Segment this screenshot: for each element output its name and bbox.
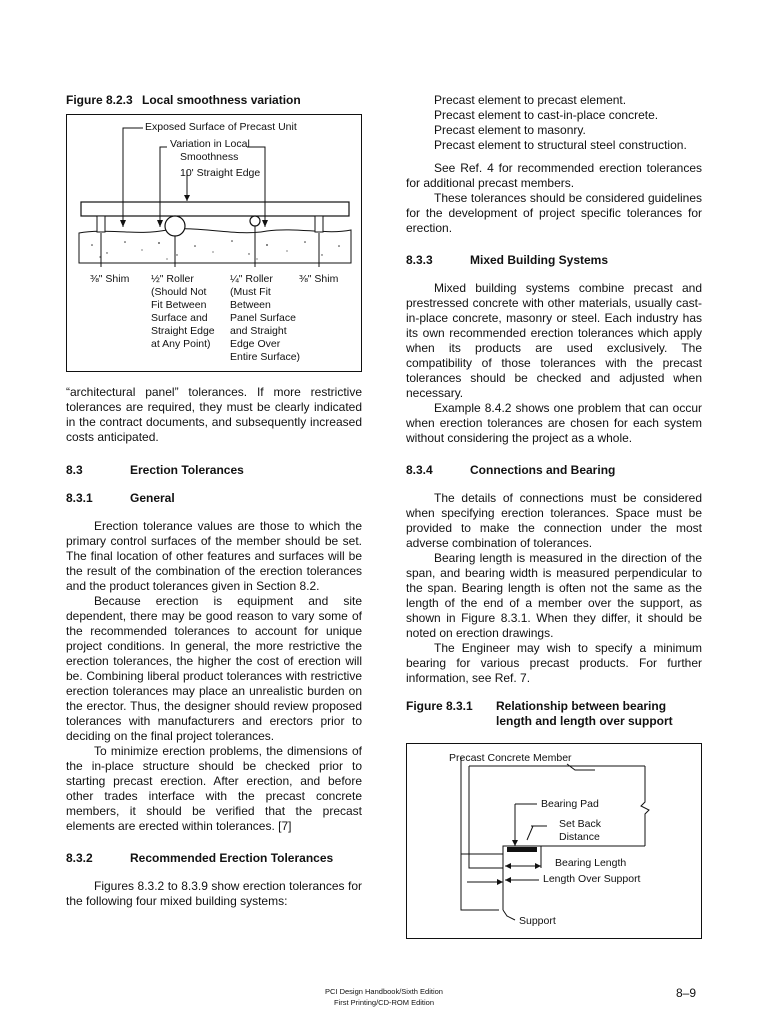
bearing-pad — [507, 847, 537, 852]
figure-823-caption: Local smoothness variation — [142, 93, 301, 107]
para-mixed-2: Example 8.4.2 shows one problem that can occur when erection tolerances are chosen for each system without considering the project as a whole. — [406, 401, 702, 445]
support — [461, 758, 499, 910]
right-column-text — [406, 93, 702, 729]
section-8-3-1-heading: 8.3.1 General — [66, 491, 175, 505]
para-architectural: “architectural panel” tolerances. If more restrictive tolerances are required, they must be clearly indicated in the contract documents, and subsequently increased costs anticipated. — [66, 385, 362, 444]
para-connections-2: Bearing length is measured in the direction of the span, and bearing width is measured perpendicular to the span. Bearing length is often not the same as the length of the end of a member over the support, as shown in Figure 8.3.1. When they differ, it should be noted on erection drawings. — [406, 551, 702, 640]
section-8-3-3-heading: 8.3.3 Mixed Building Systems — [406, 253, 609, 267]
figure-831-number: Figure 8.3.1 — [406, 699, 473, 713]
label-setback-2: Distance — [559, 831, 600, 843]
para-ref4: See Ref. 4 for recommended erection tolerances for additional precast members. — [406, 161, 702, 190]
footer-publication — [234, 986, 534, 1008]
left-column-text — [66, 385, 362, 909]
label-support: Support — [519, 915, 556, 927]
label-setback-1: Set Back — [559, 818, 602, 830]
list-item: Precast element to masonry. — [434, 123, 586, 137]
label-precast-member: Precast Concrete Member — [449, 752, 572, 764]
footer-line-2: First Printing/CD-ROM Edition — [333, 998, 435, 1007]
label-bearing-pad: Bearing Pad — [541, 798, 599, 810]
label-shim-right: ⅜" Shim — [299, 273, 339, 285]
label-exposed-surface: Exposed Surface of Precast Unit — [145, 121, 297, 133]
label-shim-left: ⅜" Shim — [90, 273, 130, 285]
section-8-3-2-heading: 8.3.2 Recommended Erection Tolerances — [66, 851, 334, 865]
label-variation-2: Smoothness — [180, 151, 239, 163]
para-general-2: Because erection is equipment and site dependent, there may be good reason to vary some of the recommended tolerances to account for unique project conditions. In general, the more restrictive the erection tolerances, the higher the cost of erection will be. Combining liberal product tolerances with restrictive erection tolerances may place an unrealistic burden on the erector. Thus, the designer should review proposed tolerances with manufacturers and erectors prior to deciding on the final project tolerances. — [66, 594, 362, 743]
figure-823-number: Figure 8.2.3 — [66, 93, 133, 107]
figure-823-diagram — [66, 114, 362, 372]
para-general-1: Erection tolerance values are those to which the primary control surfaces of the member should be set. The final location of other features and surfaces will be the result of the combination of the erection tolerances and the product tolerances given in Section 8.2. — [66, 519, 362, 593]
footer-line-1: PCI Design Handbook/Sixth Edition — [325, 987, 443, 996]
label-straight-edge: 10' Straight Edge — [180, 167, 261, 179]
para-general-3: To minimize erection problems, the dimensions of the in-place structure should be checked prior to starting precast erection. After erection, and before other trades interface with the precast concrete members, it should be verified that the precast elements are erected within tolerances. [7] — [66, 744, 362, 833]
roller-quarter — [250, 216, 260, 226]
label-length-over-support: Length Over Support — [543, 873, 641, 885]
shim-right — [315, 216, 323, 232]
para-connections-1: The details of connections must be considered when specifying erection tolerances. Space must be provided to make the connection under the most adverse combination of tolerances. — [406, 491, 702, 550]
section-8-3-4-heading: 8.3.4 Connections and Bearing — [406, 463, 616, 477]
label-bearing-length: Bearing Length — [555, 857, 627, 869]
precast-member — [469, 766, 645, 868]
label-variation-1: Variation in Local — [170, 138, 250, 150]
list-item: Precast element to cast-in-place concrete. — [434, 108, 659, 122]
para-guidelines: These tolerances should be considered guidelines for the development of project specific tolerances for erection. — [406, 191, 702, 235]
figure-831-title: Figure 8.3.1 Relationship between bearing length and length over support — [406, 699, 673, 728]
para-recommended: Figures 8.3.2 to 8.3.9 show erection tolerances for the following four mixed building systems: — [66, 879, 362, 908]
para-mixed-1: Mixed building systems combine precast and prestressed concrete with other materials, usually cast-in-place concrete, masonry or steel. Each industry has its own recommended erection tolerances which apply when its products are used exclusively. The compatibility of those tolerances with the precast tolerances should be checked and adjusted when necessary. — [406, 281, 702, 400]
shim-left — [97, 216, 105, 232]
list-item: Precast element to structural steel construction. — [434, 138, 687, 152]
precast-panel — [79, 229, 351, 263]
mixed-systems-list — [406, 93, 702, 153]
figure-823-title — [66, 93, 301, 108]
straight-edge — [81, 202, 349, 216]
label-roller-quarter: ¼" Roller (Must Fit Between Panel Surface and Straight Edge Over Entire Surface) — [230, 273, 301, 363]
bearing-drawing — [407, 744, 703, 940]
roller-half — [165, 216, 185, 236]
figure-831-diagram — [406, 743, 702, 939]
section-8-3-heading: 8.3 Erection Tolerances — [66, 463, 244, 477]
list-item: Precast element to precast element. — [434, 93, 627, 107]
label-roller-half: ½" Roller (Should Not Fit Between Surface and Straight Edge at Any Point) — [151, 273, 215, 350]
para-connections-3: The Engineer may wish to specify a minimum bearing for various precast products. For further information, see Ref. 7. — [406, 641, 702, 685]
page-number: 8–9 — [676, 986, 697, 1000]
